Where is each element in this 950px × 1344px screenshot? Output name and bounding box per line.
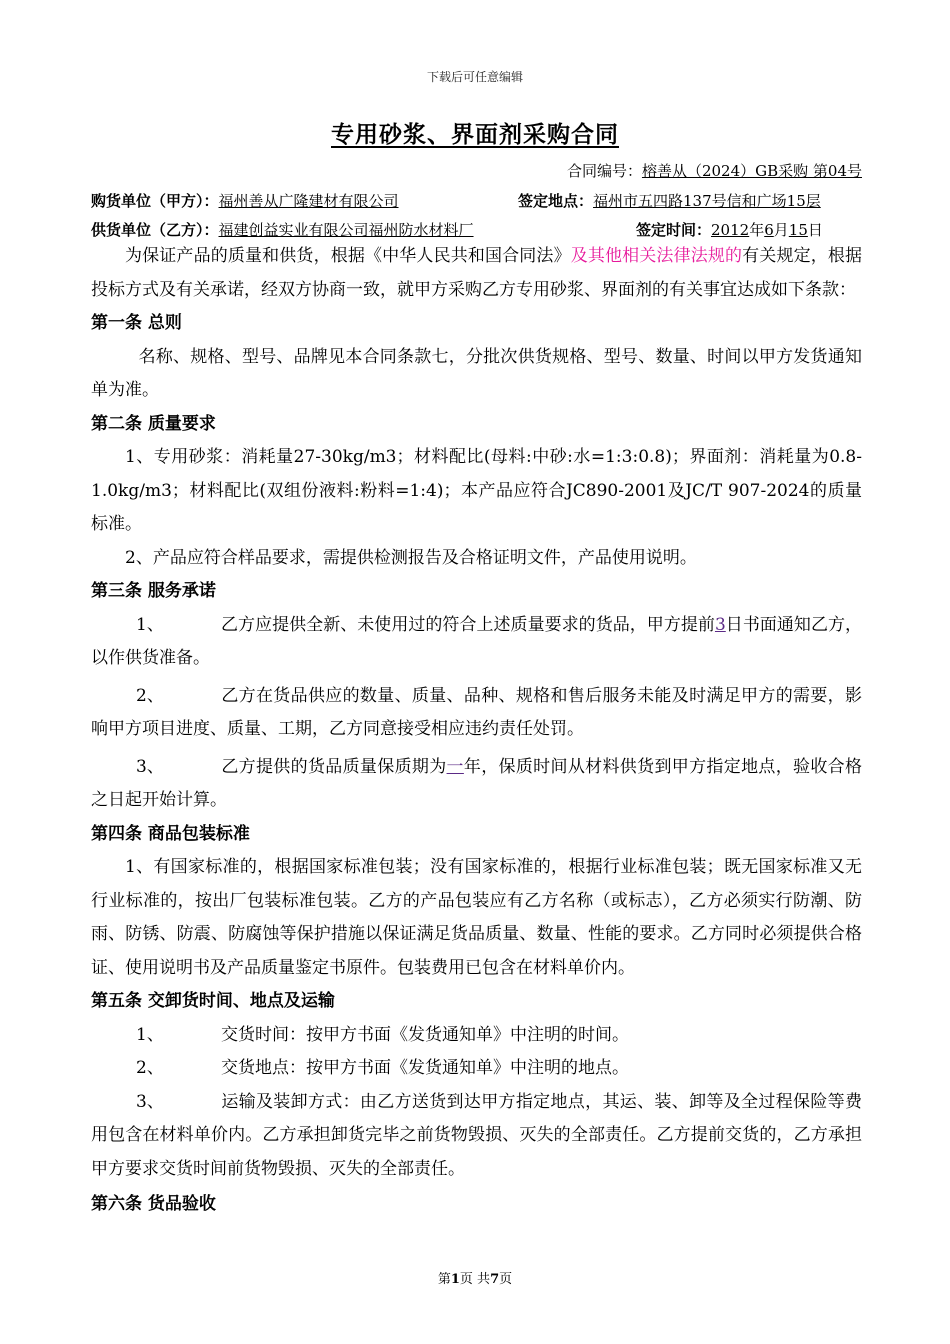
page-total: 7 <box>490 1272 500 1287</box>
day-char: 日 <box>807 221 823 239</box>
article-1-heading: 第一条 总则 <box>91 313 182 333</box>
item-number: 2、 <box>136 1058 164 1078</box>
item-number: 1、 <box>136 1024 164 1045</box>
contract-number <box>567 160 862 181</box>
item-text: 运输及装卸方式：由乙方送货到达甲方指定地点，其运、装、卸等及全过程保险等费用包含在材料单价内。乙方承担卸货完毕之前货物毁损、灭失的全部责任。乙方提前交货的，乙方承担甲方要求交货时间前货物毁损、灭失的全部责任。 <box>91 1091 862 1179</box>
warranty-years: 一 <box>446 756 464 777</box>
supplier-value: 福建创益实业有限公司福州防水材料厂 <box>218 221 474 239</box>
page-footer <box>0 1268 950 1287</box>
item-text: 乙方提供的货品质量保质期为 <box>221 756 447 777</box>
article-5-item-2 <box>91 1052 862 1086</box>
article-5-item-3 <box>91 1086 862 1187</box>
article-4-item-1: 1、有国家标准的，根据国家标准包装；没有国家标准的，根据行业标准包装；既无国家标准又无行业标准的，按出厂包装标准包装。乙方的产品包装应有乙方名称（或标志），乙方必须实行防潮、防雨、防锈、防震、防腐蚀等保护措施以保证满足货品质量、数量、性能的要求。乙方同时必须提供合格证、使用说明书及产品质量鉴定书原件。包装费用已包含在材料单价内。 <box>91 857 862 978</box>
article-3-item-3 <box>91 751 862 818</box>
footer-text: 第 <box>437 1272 451 1287</box>
article-5-heading: 第五条 交卸货时间、地点及运输 <box>91 991 335 1011</box>
article-3-item-1 <box>91 609 862 676</box>
sign-time-line <box>636 219 823 240</box>
buyer-value: 福州善从广隆建材有限公司 <box>218 192 399 210</box>
notice-days: 3 <box>714 614 726 635</box>
contract-body <box>91 240 862 1222</box>
page-number: 1 <box>450 1272 460 1287</box>
article-6-heading: 第六条 货品验收 <box>91 1194 216 1214</box>
buyer-line <box>91 190 399 211</box>
article-1-text: 名称、规格、型号、品牌见本合同条款七，分批次供货规格、型号、数量、时间以甲方发货通知单为准。 <box>91 346 862 400</box>
item-number: 3、 <box>136 1091 164 1112</box>
supplier-label: 供货单位（乙方）： <box>91 221 219 239</box>
contract-number-value: 榕善从（2024）GB采购 第04号 <box>641 162 862 180</box>
article-2-item-2: 2、产品应符合样品要求，需提供检测报告及合格证明文件，产品使用说明。 <box>125 547 697 568</box>
item-text: 交货时间：按甲方书面《发货通知单》中注明的时间。 <box>221 1024 629 1045</box>
item-text: 年，保质时间从材料供货到甲方指定地点，验收合格之日起开始计算。 <box>91 756 863 810</box>
sign-place-value: 福州市五四路137号信和广场15层 <box>593 192 821 210</box>
sign-year: 2012 <box>711 221 750 239</box>
header-note: 下载后可任意编辑 <box>426 70 523 84</box>
buyer-label: 购货单位（甲方）： <box>91 192 219 210</box>
intro-text-c: 有关规定，根据投标方式及有关承诺，经双方协商一致，就甲方采购乙方专用砂浆、界面剂的有关事宜达成如下条款： <box>91 246 863 300</box>
article-2-item-1: 1、专用砂浆：消耗量27-30kg/m3；材料配比(母料:中砂:水=1:3:0.8)；界面剂：消耗量为0.8-1.0kg/m3；材料配比(双组份液料:粉料=1:4)；本产品应符合JC890-2001及JC/T 907-2024的质量标准。 <box>91 447 862 534</box>
article-4-heading: 第四条 商品包装标准 <box>91 823 250 844</box>
year-char: 年 <box>749 221 765 239</box>
item-text: 乙方在货品供应的数量、质量、品种、规格和售后服务未能及时满足甲方的需要，影响甲方项目进度、质量、工期，乙方同意接受相应违约责任处罚。 <box>91 685 862 739</box>
contract-number-label: 合同编号： <box>566 162 642 180</box>
article-3-heading: 第三条 服务承诺 <box>91 581 216 601</box>
sign-place-label: 签定地点： <box>518 192 594 210</box>
month-char: 月 <box>773 221 789 239</box>
item-number: 2、 <box>136 685 164 706</box>
item-number: 1、 <box>136 614 164 635</box>
intro-text-highlight: 及其他相关法律法规的 <box>570 246 743 266</box>
item-text: 乙方应提供全新、未使用过的符合上述质量要求的货品，甲方提前 <box>221 614 715 635</box>
footer-text: 页 共 <box>459 1272 491 1287</box>
supplier-line <box>91 219 474 240</box>
article-5-item-1 <box>91 1019 862 1053</box>
item-number: 3、 <box>136 756 164 777</box>
item-text: 日书面通知乙方，以作供货准备。 <box>91 614 863 668</box>
intro-paragraph <box>91 240 862 307</box>
article-3-item-2 <box>91 680 862 747</box>
sign-place-line <box>518 190 821 211</box>
intro-text-a: 为保证产品的质量和供货，根据《中华人民共和国合同法》 <box>125 246 571 266</box>
page-title: 专用砂浆、界面剂采购合同 <box>331 121 619 148</box>
footer-text: 页 <box>499 1272 513 1287</box>
sign-month: 6 <box>764 221 774 239</box>
article-2-heading: 第二条 质量要求 <box>91 413 216 434</box>
item-text: 交货地点：按甲方书面《发货通知单》中注明的地点。 <box>221 1058 629 1078</box>
sign-day: 15 <box>788 221 808 239</box>
sign-time-label: 签定时间： <box>636 221 712 239</box>
